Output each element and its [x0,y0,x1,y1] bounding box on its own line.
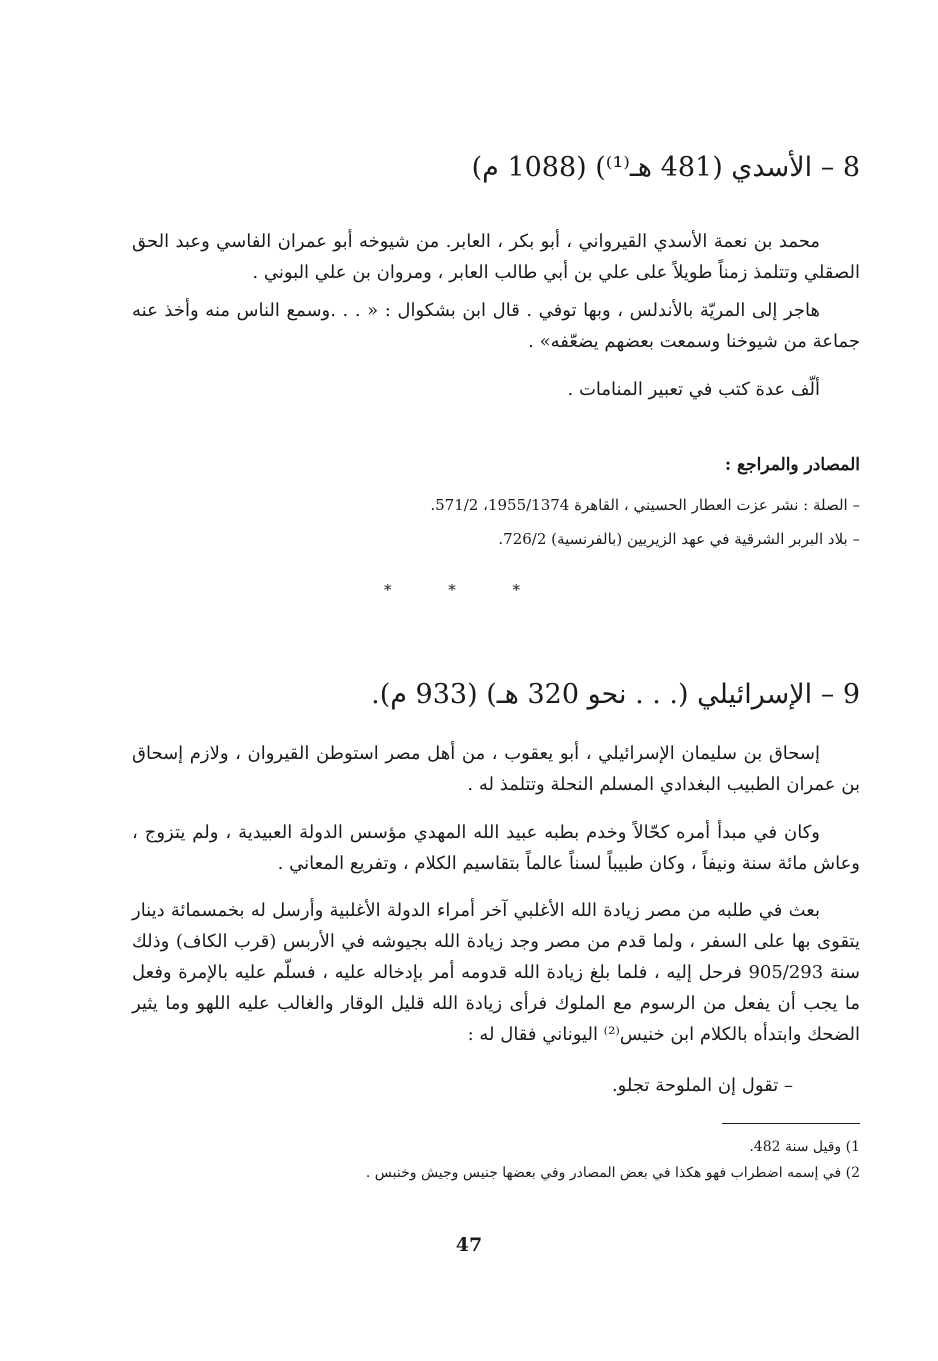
entry-8-paragraph-2: هاجر إلى المريّة بالأندلس ، وبها توفي . قال ابن بشكوال : « . . .وسمع الناس منه وأخذ عنه جماعة من شيوخنا وسمعت بعضهم يضعّفه» . [132,300,860,352]
entry-9-heading: 9 – الإسرائيلي (. . . نحو 320 هـ) (933 م). [371,679,860,710]
source-item-1: – الصلة : نشر عزت العطار الحسيني ، القاهرة 1955/1374، 571/2. [430,496,860,514]
entry-8-paragraph-1: محمد بن نعمة الأسدي القيرواني ، أبو بكر ، العابر. من شيوخه أبو عمران الفاسي وعبد الحق الصقلي وتتلمذ زمناً طويلاً على علي بن أبي طالب العابر ، ومروان بن علي البوني . [132,231,860,283]
source-item-2: – بلاد البربر الشرقية في عهد الزيريين (بالفرنسية) 726/2. [498,530,860,548]
page-number: 47 [455,1234,483,1256]
footnote-2: 2) في إسمه اضطراب فهو هكذا في بعض المصادر وفي بعضها جنيس وجيش وخنبس . [365,1165,860,1181]
section-separator: * * * [383,581,546,599]
entry-8-paragraph-3: ألّف عدة كتب في تعبير المنامات . [567,379,820,400]
entry-9-dialog-line: – تقول إن الملوحة تجلو. [611,1075,793,1096]
entry-9-paragraph-3: بعث في طلبه من مصر زيادة الله الأغلبي آخر أمراء الدولة الأغلبية وأرسل له بخمسمائة دينار يتقوى بها على السفر ، ولما قدم من مصر وجد زيادة الله بجيوشه في الأربس (قرب الكاف) وذلك سنة 905/293 فرحل إليه ، فلما بلغ زيادة الله قدومه أمر بإدخاله عليه ، فسلّم عليه بالإمرة وفعل ما يجب أن يفعل من الرسوم مع الملوك فرأى زيادة الله قليل الوقار والغالب عليه اللهو وما يثير الضحك وابتدأه بالكلام ابن خنيس⁽²⁾ اليوناني فقال له : [132,900,860,1045]
sources-heading: المصادر والمراجع : [724,455,860,475]
entry-9-paragraph-1: إسحاق بن سليمان الإسرائيلي ، أبو يعقوب ، من أهل مصر استوطن القيروان ، ولازم إسحاق بن عمران الطبيب البغدادي المسلم النحلة وتتلمذ له . [132,743,860,795]
entry-9-paragraph-2: وكان في مبدأ أمره كحّالاً وخدم بطبه عبيد الله المهدي مؤسس الدولة العبيدية ، ولم يتزوج ، وعاش مائة سنة ونيفاً ، وكان طبيباً لسناً عالماً بتقاسيم الكلام ، وتفريع المعاني . [132,822,860,874]
entry-8-heading: 8 – الأسدي (481 هـ⁽¹⁾) (1088 م) [471,152,860,183]
footnote-separator-rule [722,1123,860,1124]
footnote-1: 1) وقيل سنة 482. [749,1139,860,1155]
